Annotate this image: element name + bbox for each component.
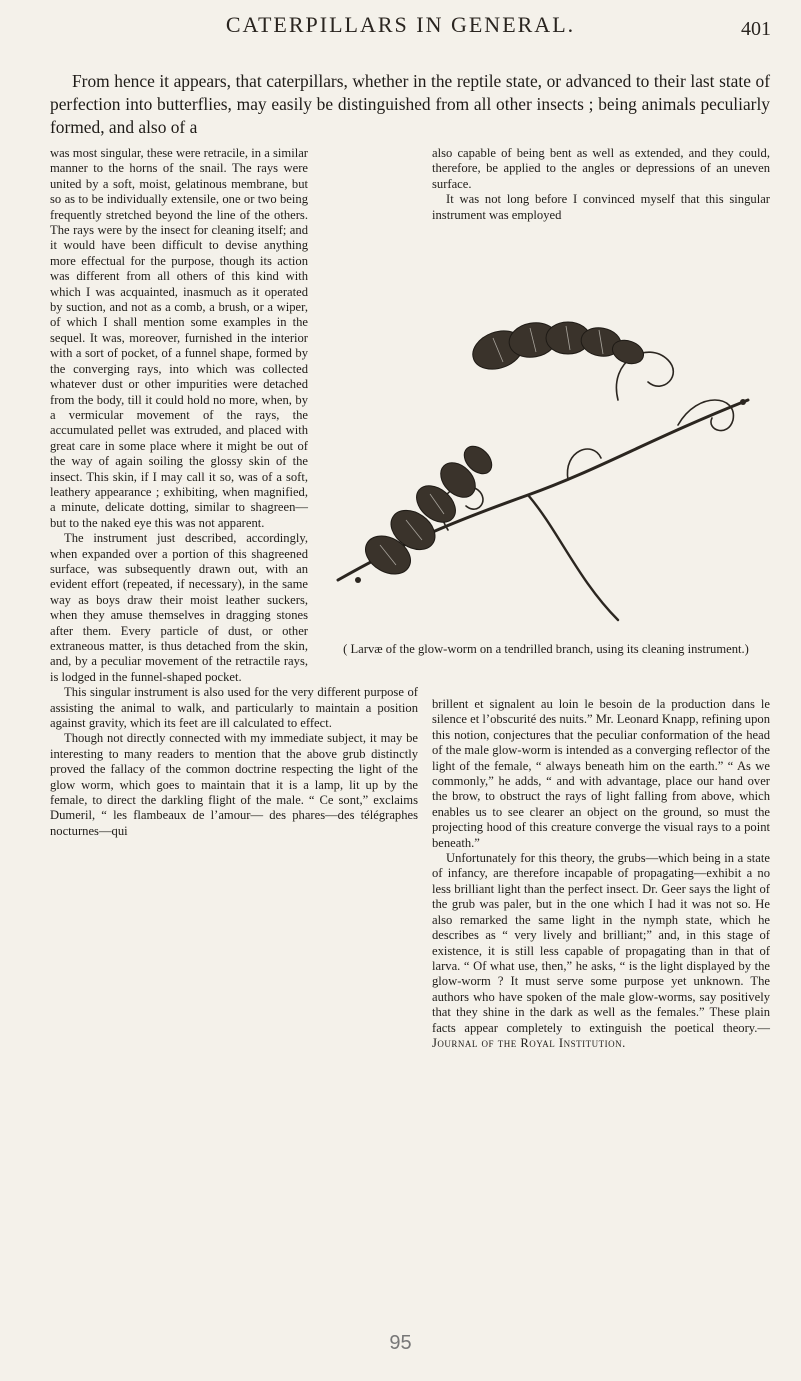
right-top-paragraph-2: It was not long before I convinced myself that this singular instrument was employed: [432, 192, 770, 222]
left-paragraph-1: was most singular, these were retracile, in a similar manner to the horns of the snail. The rays were united by a soft, moist, gelatinous membrane, but so as to be individually extensile, one or two being frequently stretched beyond the line of the others. The rays were by the insect for cleaning itself; and it would have been difficult to devise anything more effectual for the purpose, though its action was different from all others of this kind with which I was acquainted, inasmuch as it operated by suction, and not as a comb, a brush, or a wiper, of which I shall mention some examples in the sequel. It was, moreover, furnished in the interior with a sort of pocket, of a funnel shape, formed by the converging rays, into which was collected whatever dust or other impurities were detached from the body, till it could hold no more, when, by a vermicular movement of the rays, the accumulated pellet was extruded, and placed with great care in some place where it might be out of the way of again soiling the glossy skin of the insect. This skin, if I may call it so, was of a soft, leathery appearance ; exhibiting, when magnified, a minute, delicate dotting, similar to shagreen—but to the naked eye this was not apparent.: [50, 146, 308, 530]
left-paragraph-2: The instrument just described, accordingly, when expanded over a portion of this shagreened surface, was subsequently drawn out, with an evident effort (repeated, if necessary), in the same way as boys draw their moist leather suckers, when they amuse themselves in dragging stones after them. Every particle of dust, or other extraneous matter, is thus detached from the skin, and, by a peculiar movement of the retractile rays, is lodged in the funnel-shaped pocket.: [50, 531, 308, 684]
source-signature: Journal of the Royal Institution.: [432, 1035, 626, 1050]
right-column-top: [432, 146, 770, 223]
glow-worm-illustration: [318, 280, 770, 640]
tendril-4: [567, 449, 601, 480]
figure-caption: ( Larvæ of the glow-worm on a tendrilled branch, using its cleaning instrument.): [343, 642, 749, 656]
left-paragraph-3: This singular instrument is also used for the very different purpose of assisting the animal to walk, and particularly to maintain a position against gravity, which its feet are ill calculated to effect.: [50, 685, 418, 731]
right-paragraph: [432, 851, 770, 1051]
page-folio: 401: [741, 18, 771, 40]
running-title: CATERPILLARS IN GENERAL.: [225, 12, 576, 37]
left-paragraph-4: Though not directly connected with my immediate subject, it may be interesting to many readers to mention that the above grub distinctly proved the fallacy of the common doctrine respecting the light of the glow worm, which goes to maintain that it is a lamp, lit up by the female, to direct the darkling flight of the male. “ Ce sont,” exclaims Dumeril, “ les flambeaux de l’amour— des phares—des télégraphes nocturnes—qui: [50, 731, 418, 838]
right-top-paragraph-1: also capable of being bent as well as extended, and they could, therefore, be applied to the angles or depressions of an uneven surface.: [432, 146, 770, 191]
larva-upper: [467, 319, 646, 376]
page-number: 95: [389, 1332, 412, 1354]
lead-paragraph: From hence it appears, that caterpillars, whether in the reptile state, or advanced to their last state of perfection into butterflies, may easily be distinguished from all other insects ; being animals peculiarly formed, and also of a: [50, 71, 770, 137]
larva-lower: [359, 441, 497, 582]
right-continuation: brillent et signalent au loin le besoin de la production dans le silence et l’obscurité des nuits.” Mr. Leonard Knapp, refining upon this notion, conjectures that the peculiar conformation of the head of the male glow-worm is intended as a converging reflector of the light of the female, “ always beneath him on the earth.” “ As we commonly,” he adds, “ and with advantage, place our hand over the brow, to obstruct the rays of light falling from above, which enables us to see clearer an object on the ground, so must the projecting hood of this creature converge the visual rays to a point beneath.”: [432, 697, 770, 850]
branch-twig: [528, 495, 618, 620]
right-column: [432, 697, 770, 1051]
right-paragraph-text: Unfortunately for this theory, the grubs—which being in a state of infancy, are therefore incapable of propagating—exhibit a no less brilliant light than the perfect insect. Dr. Geer says the light of the grub was paler, but in the one which I had it was not so. He also remarked the same light in the nymph state, which he describes as “ very lively and brilliant;” and, in this stage of existence, it is still less capable of propagating than in that of larva. “ Of what use, then,” he asks, “ is the light displayed by the glow-worm ? It must serve some purpose yet unknown. The authors who have spoken of the male glow-worms, say positively that they shine in the dark as well as the females.” These plain facts appear completely to extinguish the poetical theory.—: [432, 851, 770, 1035]
